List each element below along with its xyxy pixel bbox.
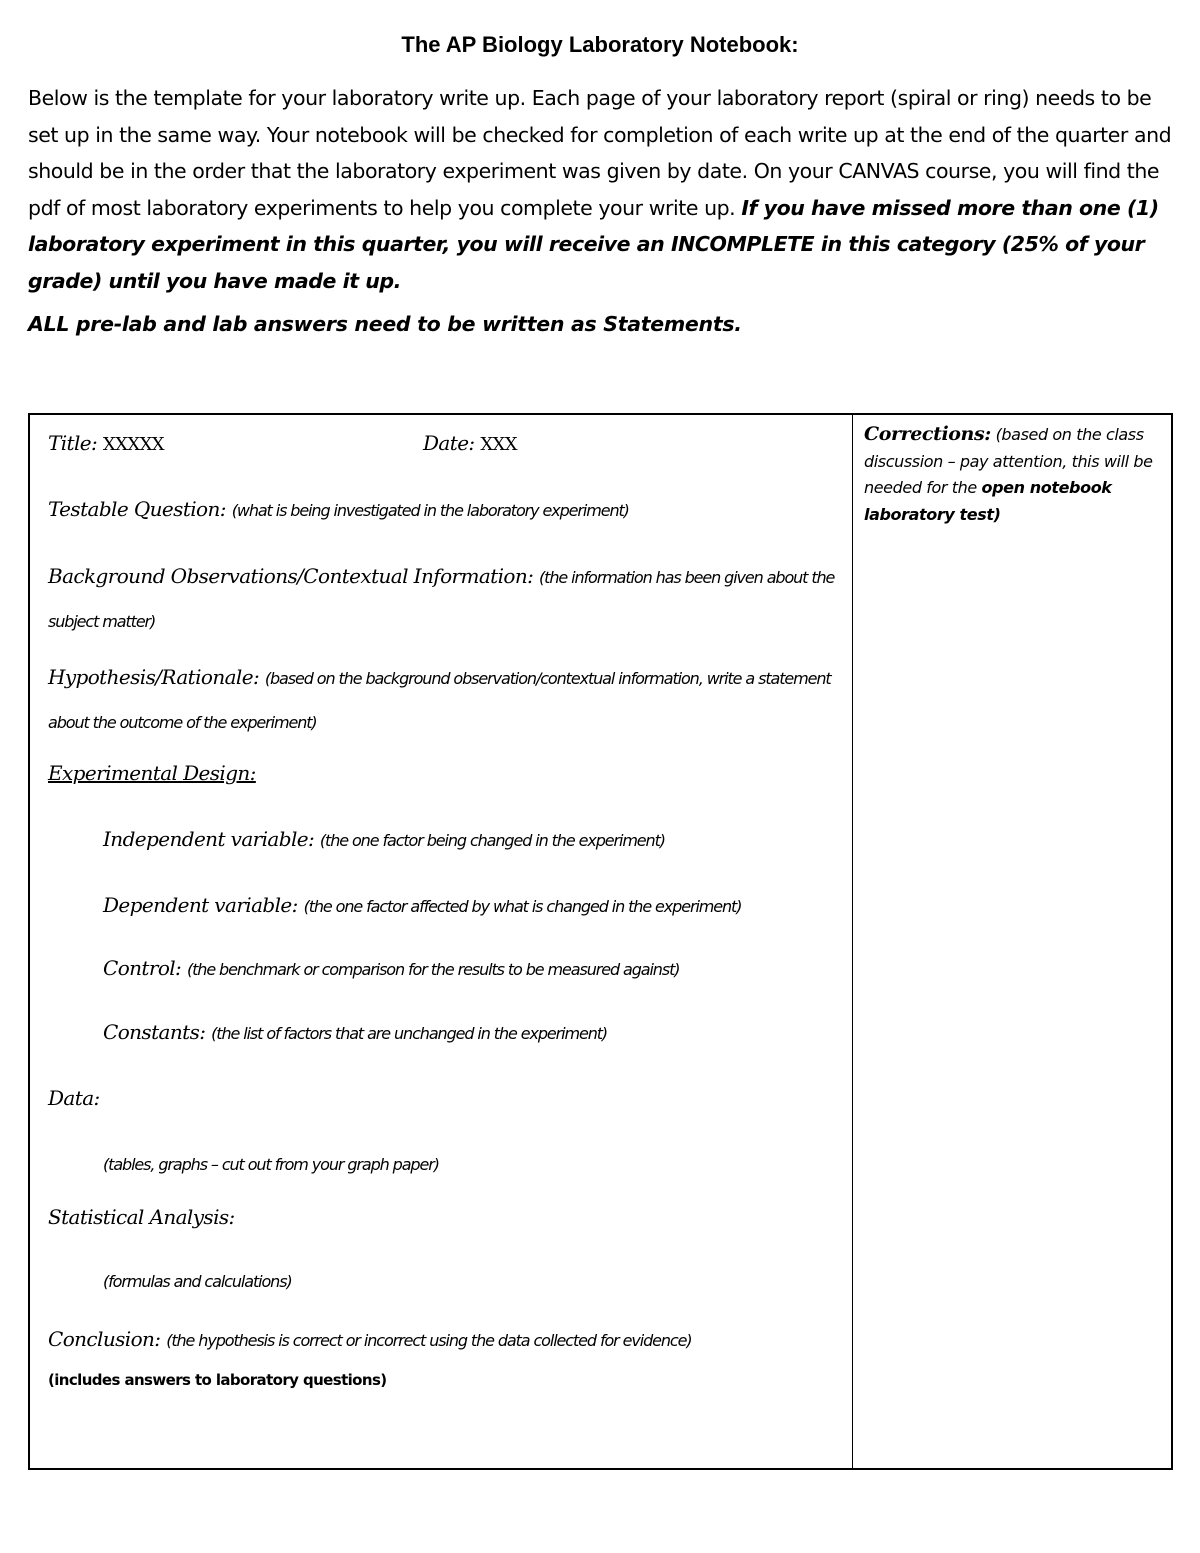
corrections-note: (based on the class discussion – pay attention, this will be needed for the [864,425,1153,498]
independent-variable-note: (the one factor being changed in the experiment) [319,831,665,850]
conclusion-extra-note: (includes answers to laboratory questions) [48,1371,387,1389]
constants-row [103,1020,607,1044]
date-row [423,431,517,455]
independent-variable-row [103,827,665,851]
hypothesis-row [48,656,838,744]
corrections-note-bold: open notebook laboratory test) [864,478,1112,524]
corrections-column [864,421,1154,528]
title-row [48,431,164,455]
title-value: XXXXX [102,434,164,455]
lab-template-table [28,413,1173,1470]
date-value: XXX [480,434,517,455]
testable-question-note: (what is being investigated in the laboratory experiment) [231,501,629,520]
control-row [103,956,679,980]
intro-emphasis-text: If you have missed more than one (1) laboratory experiment in this quarter, you will receive an INCOMPLETE in this category (25% of your grade) until you have made it up. [28,195,1159,293]
testable-question-label: Testable Question: [48,497,226,521]
data-note: (tables, graphs – cut out from your graph paper) [103,1155,439,1174]
date-label: Date: [423,431,475,455]
experimental-design-label: Experimental Design: [48,761,256,785]
data-note-row [103,1151,439,1175]
control-label: Control: [103,956,182,980]
title-label: Title: [48,431,98,455]
constants-label: Constants: [103,1020,206,1044]
background-label: Background Observations/Contextual Information: [48,564,534,588]
statements-note: ALL pre-lab and lab answers need to be written as Statements. [28,312,742,336]
independent-variable-label: Independent variable: [103,827,315,851]
statistical-analysis-label: Statistical Analysis: [48,1205,235,1229]
statistical-note-row [103,1268,292,1292]
corrections-label: Corrections: [864,423,991,445]
dependent-variable-row [103,893,741,917]
hypothesis-note: (based on the background observation/contextual information, write a statement about the outcome of the experiment) [48,669,831,732]
dependent-variable-note: (the one factor affected by what is changed in the experiment) [303,897,742,916]
background-row [48,555,838,643]
page-title: The AP Biology Laboratory Notebook: [401,32,799,57]
control-note: (the benchmark or comparison for the results to be measured against) [186,960,680,979]
conclusion-label: Conclusion: [48,1327,161,1351]
intro-paragraph [28,80,1178,300]
background-note: (the information has been given about the subject matter) [48,568,835,631]
intro-plain-text: Below is the template for your laboratory write up. Each page of your laboratory report (spiral or ring) needs to be set up in the same way. Your notebook will be checked for completion of each write up at the end of the quarter and should be in the order that the laboratory experiment was given by date. On your CANVAS course, you will find the pdf of most laboratory experiments to help you complete your write up. [28,86,1172,220]
testable-question-row [48,497,629,521]
column-divider [852,415,853,1468]
conclusion-note: (the hypothesis is correct or incorrect using the data collected for evidence) [166,1331,692,1350]
statistical-analysis-note: (formulas and calculations) [103,1272,292,1291]
conclusion-row [48,1327,692,1351]
hypothesis-label: Hypothesis/Rationale: [48,665,260,689]
data-label: Data: [48,1086,100,1110]
dependent-variable-label: Dependent variable: [103,893,298,917]
constants-note: (the list of factors that are unchanged in the experiment) [211,1024,608,1043]
